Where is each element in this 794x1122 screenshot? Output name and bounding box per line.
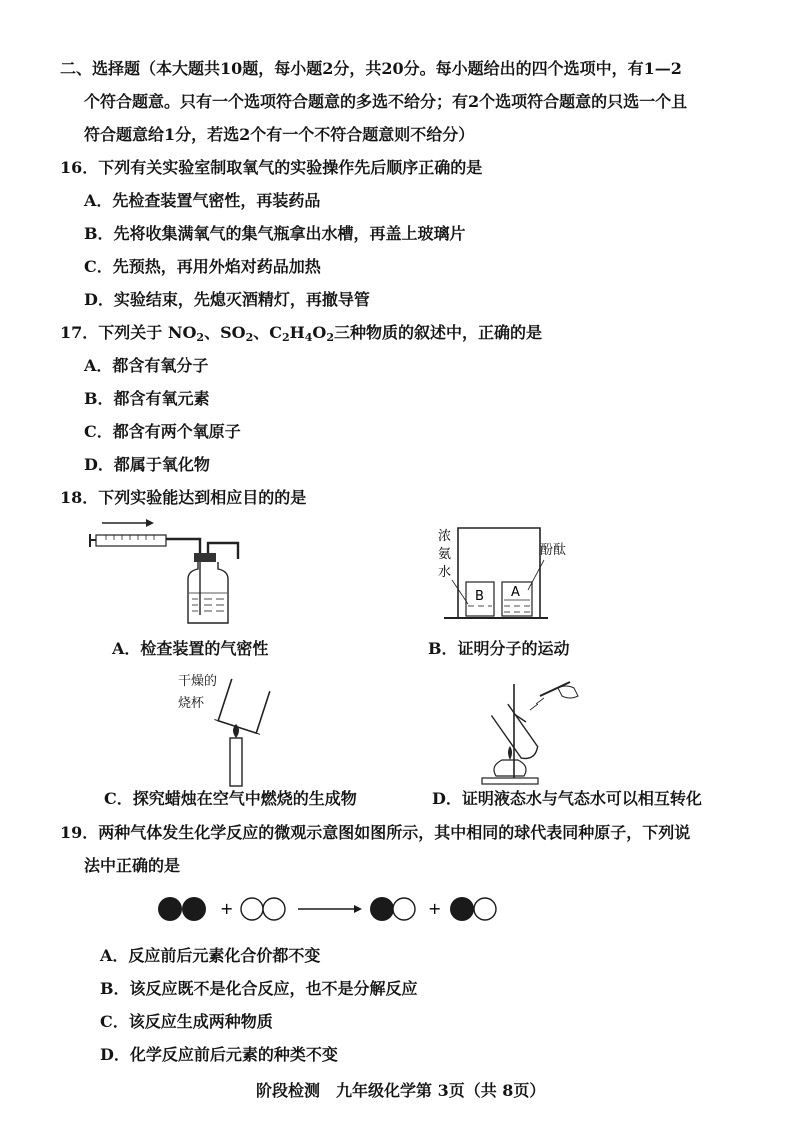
question-19-option-c: C．该反应生成两种物质 [100,1012,273,1031]
figure-a-airtightness-apparatus [88,515,248,630]
atom-white [241,898,263,920]
question-16-option-c: C．先预热，再用外焰对药品加热 [84,257,321,276]
question-17-option-c: C．都含有两个氧原子 [84,422,241,441]
question-17-stem: 17．下列关于 $NO_2$、$SO_2$、$C_2H_4O_2$三种物质的叙述中，正确的是 [60,323,543,344]
question-18-option-c: C．探究蜡烛在空气中燃烧的生成物 [104,789,357,808]
figure-b-beaker-left-label: B [475,589,484,604]
question-19-option-b: B．该反应既不是化合反应，也不是分解反应 [100,979,418,998]
section-header-line-3: 符合题意给1分，若选2个有一个不符合题意则不给分） [84,125,475,144]
question-19-option-d: D．化学反应前后元素的种类不变 [100,1045,338,1064]
plus-sign-2: + [428,899,442,918]
atom-white [474,898,496,920]
question-16-option-a: A．先检查装置气密性，再装药品 [84,191,321,210]
figure-c-label-dry: 干燥的 [178,674,218,689]
figure-b-phenolphthalein-label: 酚酞 [540,543,567,558]
figure-b-molecule-motion-apparatus [436,520,551,622]
question-17-option-d: D．都属于氧化物 [84,455,210,474]
section-header-line-1: 二、选择题（本大题共10题，每小题2分，共20分。每小题给出的四个选项中，有1—2 [60,59,682,78]
question-18-stem: 18．下列实验能达到相应目的的是 [60,488,307,507]
atom-black [370,897,394,921]
question-17-option-a: A．都含有氧分子 [84,356,209,375]
atom-white [263,898,285,920]
atom-black [182,897,206,921]
atom-black [158,897,182,921]
atom-white [393,898,415,920]
question-16-option-b: B．先将收集满氧气的集气瓶拿出水槽，再盖上玻璃片 [84,224,466,243]
figure-d-water-phase-apparatus [474,674,584,786]
figure-c-candle-apparatus [214,676,274,788]
question-16-option-d: D．实验结束，先熄灭酒精灯，再撤导管 [84,290,370,309]
question-17-option-b: B．都含有氧元素 [84,389,210,408]
figure-b-ammonia-label-1: 浓 [438,529,452,544]
figure-b-beaker-right-label: A [511,585,520,600]
question-19-stem-line-2: 法中正确的是 [84,856,181,875]
figure-b-ammonia-label-2: 氨 [438,547,452,562]
figure-b-ammonia-label-3: 水 [438,565,452,580]
question-16-number: 16． [60,158,99,177]
plus-sign-1: + [220,899,234,918]
question-19-option-a: A．反应前后元素化合价都不变 [100,946,321,965]
question-18-option-d: D．证明液态水与气态水可以相互转化 [432,789,702,808]
question-16-stem [60,157,482,179]
question-19-stem-line-1: 19．两种气体发生化学反应的微观示意图如图所示，其中相同的球代表同种原子，下列说 [60,823,691,842]
figure-reaction-diagram [156,894,502,924]
atom-black [450,897,474,921]
page-footer: 阶段检测 九年级化学第 3页（共 8页） [256,1081,546,1100]
figure-c-label-beaker: 烧杯 [178,696,205,711]
section-header-line-2: 个符合题意。只有一个选项符合题意的多选不给分；有2个选项符合题意的只选一个且 [84,92,688,111]
question-18-option-a: A．检查装置的气密性 [112,639,269,658]
question-18-option-b: B．证明分子的运动 [428,639,570,658]
question-16-text: 下列有关实验室制取氧气的实验操作先后顺序正确的是 [98,158,483,177]
